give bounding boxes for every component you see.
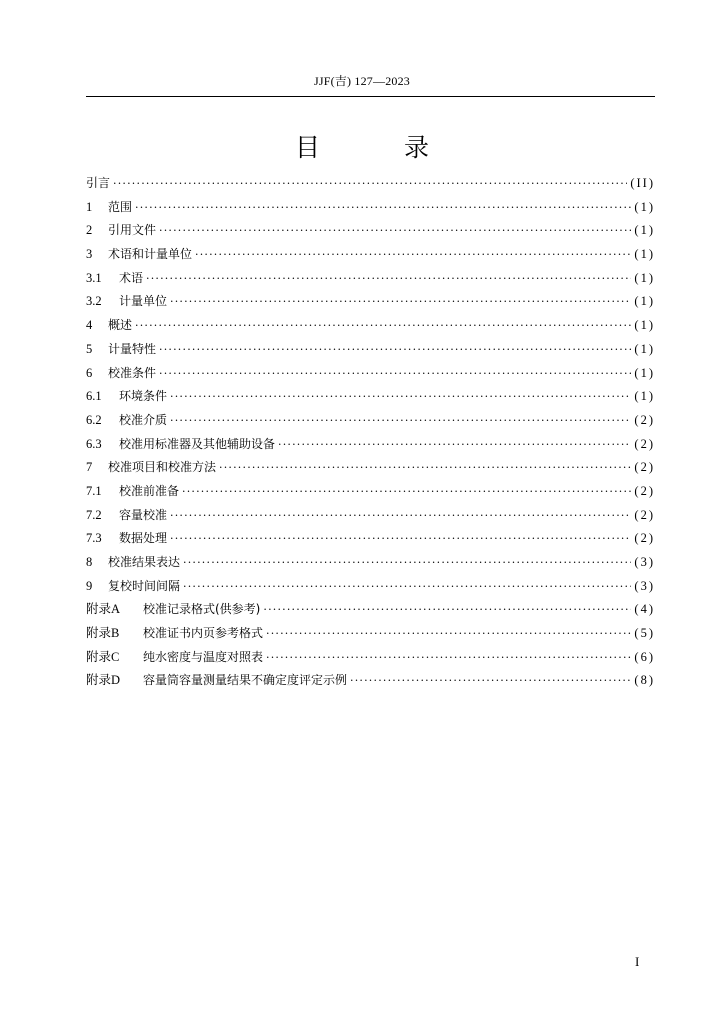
- toc-leader-dots: [159, 362, 631, 386]
- toc-entry-page: (8): [634, 673, 655, 688]
- toc-leader-dots: [159, 219, 631, 243]
- toc-leader-dots: [182, 480, 631, 504]
- toc-entry-page: (II): [630, 176, 655, 190]
- toc-entry-appendix[interactable]: [86, 622, 655, 646]
- toc-entry-text: 校准项目和校准方法: [108, 460, 217, 475]
- toc-entry[interactable]: [86, 338, 655, 362]
- toc-entry-page: (2): [634, 412, 655, 427]
- standard-code: JJF(吉) 127—2023: [313, 74, 410, 88]
- toc-entry-page: (5): [634, 626, 655, 641]
- toc-entry[interactable]: [86, 196, 655, 220]
- toc-leader-dots: [183, 551, 631, 575]
- toc-entry-text: 校准记录格式(供参考): [143, 602, 261, 617]
- toc-entry-number: 附录C: [86, 649, 120, 664]
- toc-entry-page: (2): [634, 436, 655, 451]
- toc-entry-text: 引用文件: [108, 223, 157, 238]
- toc-leader-dots: [146, 267, 631, 291]
- toc-entry-text: 容量筒容量测量结果不确定度评定示例: [143, 673, 348, 688]
- toc-entry[interactable]: [86, 385, 655, 409]
- toc-entry-page: (2): [634, 531, 655, 546]
- toc-entry-page: (1): [634, 247, 655, 262]
- toc-entry[interactable]: [86, 267, 655, 291]
- toc-leader-dots: [113, 172, 627, 196]
- toc-leader-dots: [159, 338, 631, 362]
- toc-entry-number: 8: [86, 555, 93, 569]
- toc-entry-page: (2): [634, 507, 655, 522]
- toc-entry-number: 7.1: [86, 483, 102, 498]
- page-title: 目 录: [295, 133, 467, 162]
- toc-entry-page: (3): [634, 555, 655, 569]
- toc-entry[interactable]: [86, 527, 655, 551]
- toc-entry-number: 1: [86, 199, 93, 214]
- header-divider: [86, 96, 655, 97]
- toc-leader-dots: [170, 409, 631, 433]
- toc-leader-dots: [219, 456, 631, 480]
- toc-entry-text: 计量单位: [119, 294, 168, 309]
- toc-entry[interactable]: [86, 575, 655, 599]
- toc-leader-dots: [170, 527, 631, 551]
- toc-entry-text: 数据处理: [119, 531, 168, 546]
- toc-entry-appendix[interactable]: [86, 598, 655, 622]
- toc-entry[interactable]: [86, 219, 655, 243]
- toc-entry[interactable]: [86, 433, 655, 457]
- toc-leader-dots: [135, 196, 631, 220]
- toc-leader-dots: [266, 622, 631, 646]
- toc-entry-number: 附录D: [86, 673, 121, 688]
- toc-entry-number: 7: [86, 460, 93, 475]
- page-number: I: [635, 954, 640, 969]
- toc-entry-page: (1): [634, 318, 655, 333]
- toc-entry-text: 校准条件: [108, 365, 157, 380]
- toc-entry-page: (1): [634, 199, 655, 214]
- toc-leader-dots: [278, 433, 631, 457]
- toc-entry-text: 复校时间间隔: [108, 578, 181, 593]
- toc-leader-dots: [263, 598, 631, 622]
- toc-entry[interactable]: [86, 409, 655, 433]
- toc-entry-text: 术语: [119, 270, 144, 285]
- toc-leader-dots: [183, 575, 631, 599]
- toc-entry-page: (2): [634, 460, 655, 475]
- toc-entry-text: 容量校准: [119, 507, 168, 522]
- toc-entry[interactable]: [86, 504, 655, 528]
- toc-entry-page: (1): [634, 270, 655, 285]
- toc-entry-number: 6: [86, 365, 93, 380]
- toc-entry-number: 2: [86, 223, 93, 238]
- toc-entry[interactable]: [86, 290, 655, 314]
- toc-entry-intro[interactable]: [86, 172, 655, 196]
- toc-leader-dots: [170, 385, 631, 409]
- toc-entry-page: (3): [634, 578, 655, 593]
- toc-entry-text: 校准用标准器及其他辅助设备: [119, 436, 276, 451]
- toc-entry-number: 3: [86, 247, 93, 262]
- toc-entry-number: 3.2: [86, 294, 102, 309]
- toc-entry-page: (4): [634, 602, 655, 617]
- toc-entry[interactable]: [86, 480, 655, 504]
- toc-entry-text: 概述: [108, 318, 133, 333]
- toc-entry[interactable]: [86, 243, 655, 267]
- toc-entry-number: 6.1: [86, 389, 102, 404]
- toc-entry-number: 6.3: [86, 436, 102, 451]
- toc-entry-page: (1): [634, 294, 655, 309]
- toc-entry-number: 9: [86, 578, 93, 593]
- toc-entry-number: 7.2: [86, 507, 102, 522]
- toc-entry-text: 环境条件: [119, 389, 168, 404]
- toc-entry[interactable]: [86, 456, 655, 480]
- toc-entry-number: 6.2: [86, 412, 102, 427]
- toc-entry-appendix[interactable]: [86, 669, 655, 693]
- toc-entry-page: (6): [634, 649, 655, 664]
- toc-leader-dots: [195, 243, 631, 267]
- toc-leader-dots: [135, 314, 631, 338]
- toc-entry[interactable]: [86, 362, 655, 386]
- toc-entry-page: (1): [634, 223, 655, 238]
- toc-entry[interactable]: [86, 314, 655, 338]
- toc-entry-text: 校准介质: [119, 412, 168, 427]
- toc-entry-text: 术语和计量单位: [108, 247, 193, 262]
- toc-entry-page: (1): [634, 389, 655, 404]
- toc-entry-text: 引言: [86, 176, 111, 190]
- toc-entry-text: 校准证书内页参考格式: [143, 626, 264, 641]
- toc-leader-dots: [266, 646, 631, 670]
- toc-entry[interactable]: [86, 551, 655, 575]
- toc-entry-number: 附录A: [86, 602, 121, 617]
- toc-entry-page: (1): [634, 365, 655, 380]
- toc-entry-number: 附录B: [86, 626, 120, 641]
- toc-entry-number: 7.3: [86, 531, 102, 546]
- toc-entry-page: (1): [634, 341, 655, 356]
- toc-entry-text: 计量特性: [108, 341, 157, 356]
- toc-entry-number: 4: [86, 318, 93, 333]
- toc-entry-text: 范围: [108, 199, 133, 214]
- toc-entry-page: (2): [634, 483, 655, 498]
- toc-entry-number: 5: [86, 341, 93, 356]
- toc-leader-dots: [350, 669, 631, 693]
- toc-entry-number: 3.1: [86, 270, 102, 285]
- table-of-contents: [86, 172, 655, 693]
- toc-leader-dots: [170, 290, 631, 314]
- toc-entry-text: 纯水密度与温度对照表: [143, 649, 264, 664]
- toc-leader-dots: [170, 504, 631, 528]
- toc-entry-appendix[interactable]: [86, 646, 655, 670]
- toc-entry-text: 校准结果表达: [108, 555, 181, 569]
- toc-entry-text: 校准前准备: [119, 483, 180, 498]
